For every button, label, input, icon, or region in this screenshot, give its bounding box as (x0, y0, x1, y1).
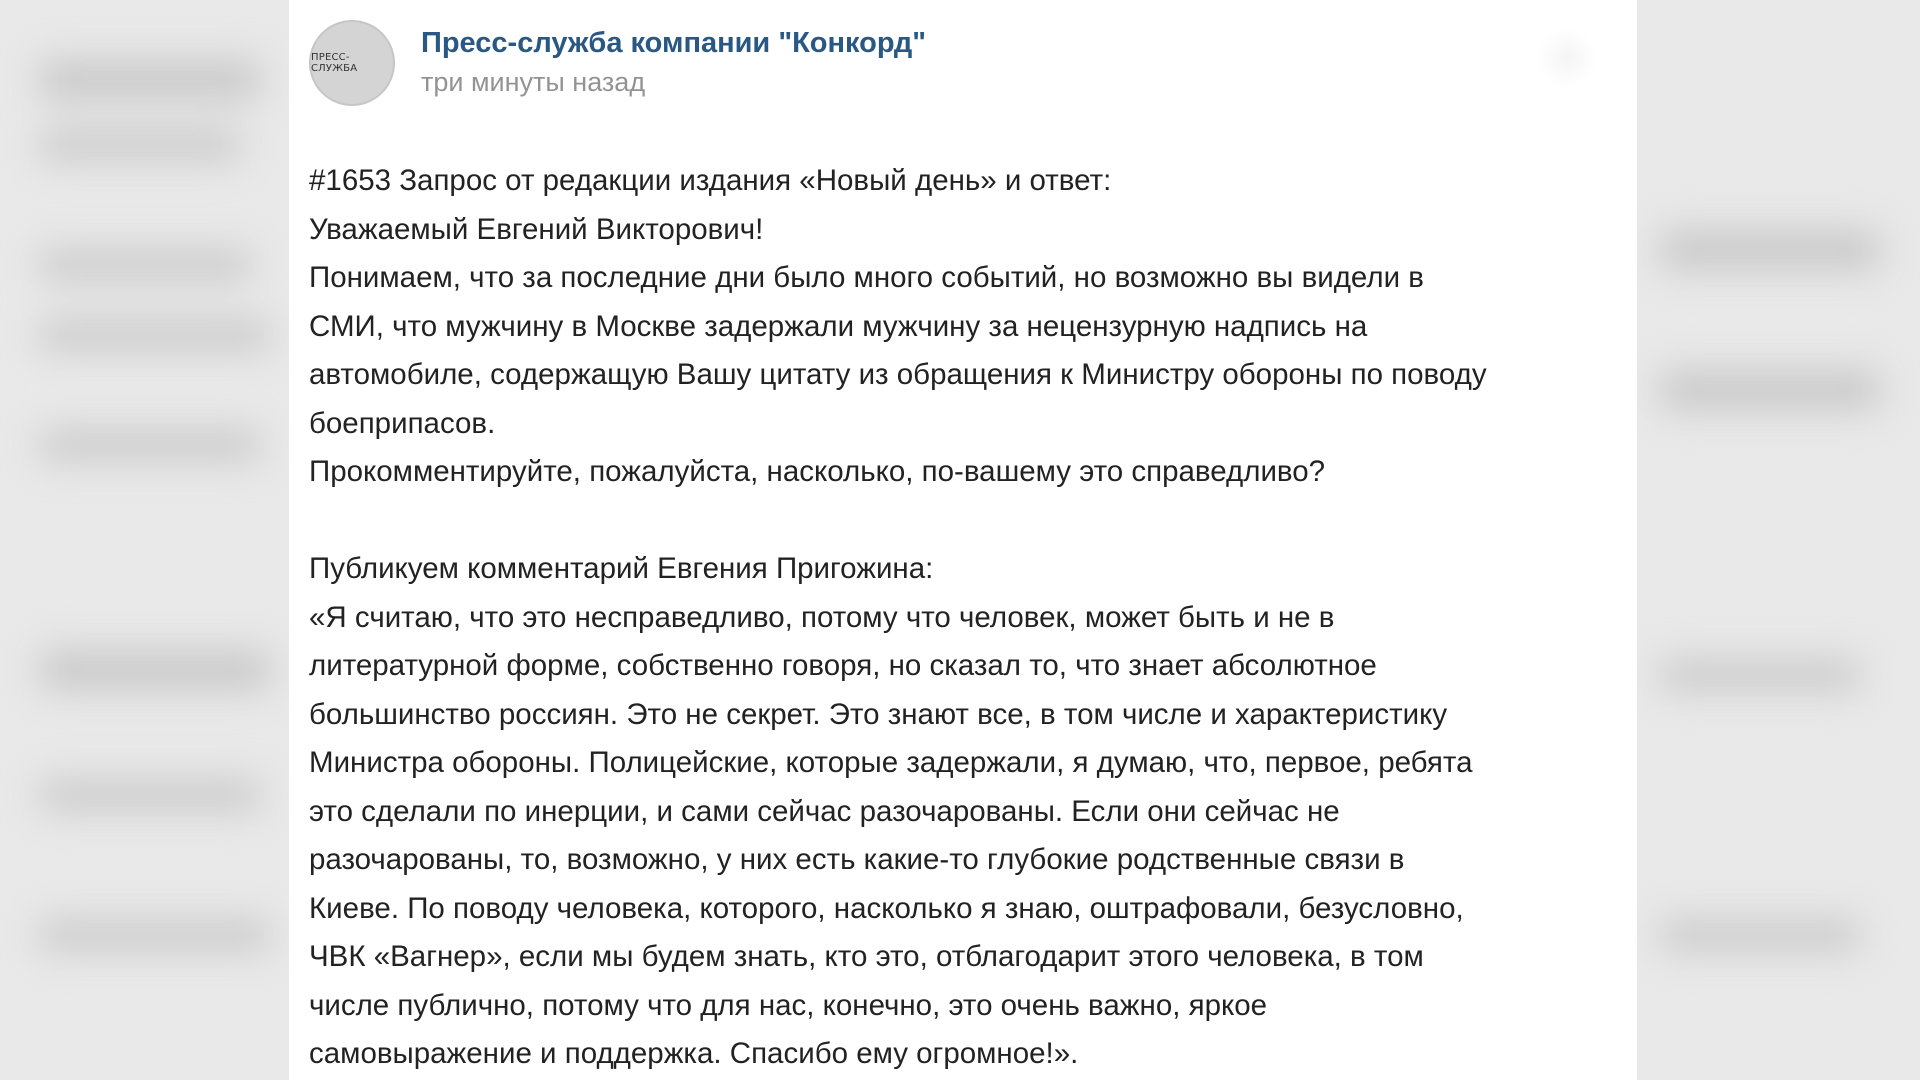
post-text-line: большинство россиян. Это не секрет. Это знают все, в том числе и характеристику (309, 697, 1448, 731)
more-options-icon[interactable] (1537, 28, 1597, 88)
post-text-line: СМИ, что мужчину в Москве задержали мужчину за нецензурную надпись на (309, 309, 1368, 343)
post-text-line: разочарованы, то, возможно, у них есть какие-то глубокие родственные связи в (309, 843, 1405, 876)
post-text-line: Министра обороны. Полицейские, которые задержали, я думаю, что, первое, ребята (309, 746, 1473, 779)
paragraph-gap (309, 497, 1619, 546)
post-text-line: Понимаем, что за последние дни было много событий, но возможно вы видели в (309, 261, 1424, 294)
post-text-line: автомобиле, содержащую Вашу цитату из обращения к Министру обороны по поводу (309, 358, 1487, 391)
post-text-line: Публикуем комментарий Евгения Пригожина: (309, 552, 934, 585)
post-text-line: #1653 Запрос от редакции издания «Новый день» и ответ: (309, 164, 1112, 197)
post-text-line: «Я считаю, что это несправедливо, потому что человек, может быть и не в (309, 600, 1335, 634)
post-text-line: Уважаемый Евгений Викторович! (309, 212, 764, 246)
author-name-link[interactable]: Пресс-служба компании "Конкорд" (421, 27, 926, 59)
post-text-line: это сделали по инерции, и сами сейчас разочарованы. Если они сейчас не (309, 794, 1340, 828)
post-card (289, 0, 1637, 1080)
post-text (309, 157, 1619, 1079)
post-text-line: Киеве. По поводу человека, которого, насколько я знаю, оштрафовали, безусловно, (309, 891, 1464, 925)
post-text-line: числе публично, потому что для нас, конечно, это очень важно, яркое (309, 988, 1268, 1022)
post-text-line: самовыражение и поддержка. Спасибо ему огромное!». (309, 1037, 1079, 1070)
post-text-line: Прокомментируйте, пожалуйста, насколько, по-вашему это справедливо? (309, 455, 1326, 488)
post-text-line: ЧВК «Вагнер», если мы будем знать, кто это, отблагодарит этого человека, в том (309, 940, 1424, 973)
avatar-label: ПРЕСС-СЛУЖБА (311, 52, 358, 74)
post-text-line: боеприпасов. (309, 406, 496, 440)
post-timestamp[interactable]: три минуты назад (421, 67, 646, 97)
author-avatar[interactable] (309, 20, 395, 106)
post-text-line: литературной форме, собственно говоря, но сказал то, что знает абсолютное (309, 649, 1377, 682)
